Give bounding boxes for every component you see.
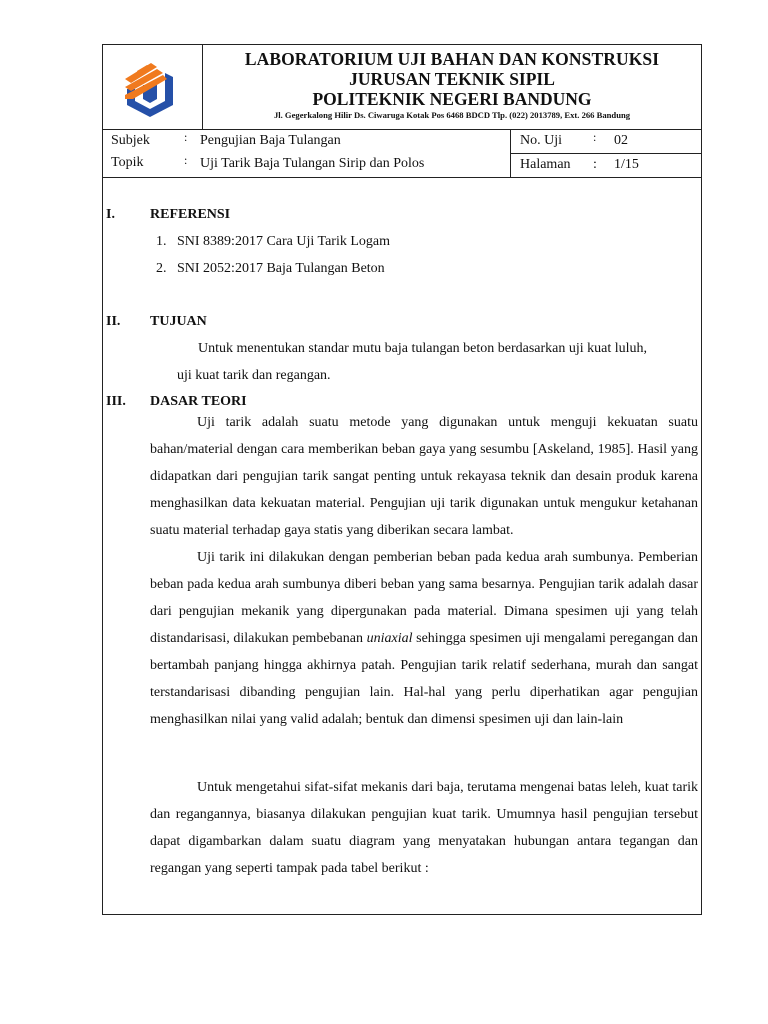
uniaxial-term: uniaxial xyxy=(366,631,413,646)
tujuan-line-2: uji kuat tarik dan regangan. xyxy=(177,368,331,383)
polban-logo-icon xyxy=(117,55,183,121)
section-1-number: I. xyxy=(106,207,115,222)
topik-label: Topik xyxy=(111,155,144,170)
dasar-teori-paragraph-2 xyxy=(150,544,698,733)
topik-colon: : xyxy=(184,153,188,167)
dasar-teori-paragraph-3: Untuk mengetahui sifat-sifat mekanis dari baja, terutama mengenai batas leleh, kuat tarik dan regangannya, biasanya dilakukan pengujian kuat tarik. Umumnya hasil pengujian tersebut dapat digambarkan dalam suatu diagram yang menyatakan hubungan antara tegangan dan regangan yang seperti tampak pada tabel berikut : xyxy=(150,780,698,876)
reference-1-number: 1. xyxy=(156,234,167,249)
address-line: Jl. Gegerkalong Hilir Ds. Ciwaruga Kotak Pos 6468 BDCD Tlp. (022) 2013789, Ext. 266 Bandung xyxy=(273,110,631,120)
logo-cell xyxy=(103,45,203,129)
reference-1-text: SNI 8389:2017 Cara Uji Tarik Logam xyxy=(177,234,391,249)
letterhead-title-cell xyxy=(203,45,701,129)
halaman-label: Halaman xyxy=(520,157,571,172)
section-3-title: DASAR TEORI xyxy=(150,394,247,409)
dasar-teori-paragraph-1: Uji tarik adalah suatu metode yang digunakan untuk menguji kekuatan suatu bahan/material dengan cara memberikan beban gaya yang sesumbu [Askeland, 1985]. Hasil yang didapatkan dari pengujian tarik sangat penting untuk rekayasa teknik dan desain produk karena menghasilkan data kekuatan material. Pengujian uji tarik digunakan untuk mengukur ketahanan suatu material terhadap gaya statis yang diberikan secara lambat. xyxy=(150,415,698,538)
tujuan-line-1: Untuk menentukan standar mutu baja tulangan beton berdasarkan uji kuat luluh, xyxy=(198,341,648,356)
letterhead xyxy=(103,45,701,130)
document-info-table xyxy=(103,129,701,178)
school-title: POLITEKNIK NEGERI BANDUNG xyxy=(312,89,592,109)
reference-2-number: 2. xyxy=(156,261,167,276)
topik-value: Uji Tarik Baja Tulangan Sirip dan Polos xyxy=(200,156,425,171)
subjek-colon: : xyxy=(184,130,188,144)
subjek-label: Subjek xyxy=(111,133,150,148)
no-uji-value: 02 xyxy=(614,133,628,148)
subjek-value: Pengujian Baja Tulangan xyxy=(200,133,341,148)
department-title: JURUSAN TEKNIK SIPIL xyxy=(349,69,555,89)
section-2-title: TUJUAN xyxy=(150,314,207,329)
paragraph-2-part-b: sehingga spesimen uji mengalami peregangan dan bertambah panjang hingga akhirnya patah. Pengujian tarik relatif sederhana, murah dan sangat terstandarisasi dibanding pengujian lain. Hal-hal yang perlu diperhatikan agar pengujian menghasilkan nilai yang valid adalah; bentuk dan dimensi spesimen uji dan lain-lain xyxy=(150,631,698,727)
reference-2-text: SNI 2052:2017 Baja Tulangan Beton xyxy=(177,261,385,276)
halaman-value: 1/15 xyxy=(614,157,639,172)
lab-title: LABORATORIUM UJI BAHAN DAN KONSTRUKSI xyxy=(244,49,660,69)
info-row-divider xyxy=(510,153,701,154)
section-2-number: II. xyxy=(106,314,121,329)
halaman-colon: : xyxy=(593,157,597,172)
section-3-number: III. xyxy=(106,394,126,409)
section-1-title: REFERENSI xyxy=(150,207,231,222)
paragraph-2-part-a: Uji tarik ini dilakukan dengan pemberian beban pada kedua arah sumbunya. Pemberian beban pada kedua arah sumbunya diberi beban yang sama besarnya. Pengujian tarik adalah dasar dari pengujian mekanik yang dipergunakan pada material. Dimana spesimen uji yang telah distandarisasi, dilakukan pembebanan xyxy=(150,550,698,646)
no-uji-label: No. Uji xyxy=(520,133,562,148)
no-uji-colon: : xyxy=(593,130,597,144)
